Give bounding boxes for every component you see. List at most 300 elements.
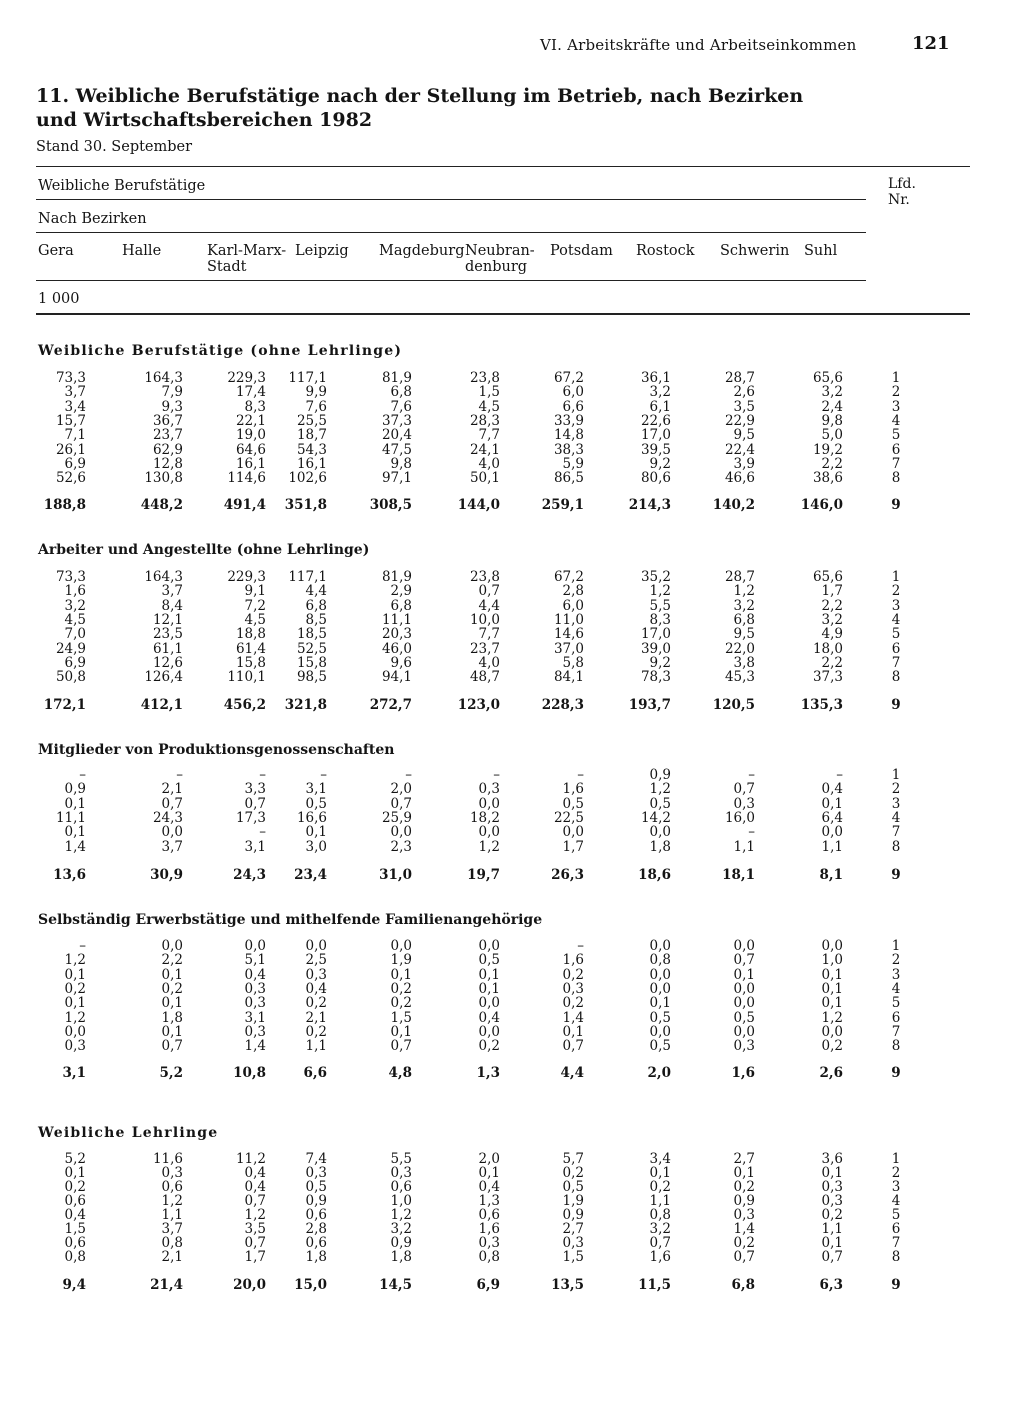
table-cell: 0,1 [733,1165,755,1181]
table-cell: 4,5 [64,612,86,628]
table-cell: 1,9 [562,1193,584,1209]
row-number: 8 [891,669,901,685]
table-row [0,1166,1024,1180]
row-number: 1 [891,1151,901,1167]
column-header-line-1: Schwerin [720,243,790,259]
table-cell: 7,2 [244,598,266,614]
table-cell: 308,5 [369,497,412,513]
row-number: 1 [891,938,901,954]
table-cell: 1,5 [390,1010,412,1026]
table-cell: 3,1 [305,781,327,797]
table-cell: 0,3 [64,1038,86,1054]
row-number: 9 [891,1277,901,1293]
table-row [0,1180,1024,1194]
table-cell: 0,7 [161,1038,183,1054]
table-cell: 0,1 [733,967,755,983]
section-title: Mitglieder von Produktionsgenossenschaften [38,742,395,758]
table-cell: 50,8 [55,669,86,685]
table-cell: 6,4 [821,810,843,826]
table-cell: 61,1 [152,641,183,657]
table-cell: 9,8 [390,456,412,472]
table-cell: 11,2 [235,1151,266,1167]
table-cell: 2,1 [161,781,183,797]
table-cell: 0,5 [305,1179,327,1195]
table-cell: 1,1 [649,1193,671,1209]
table-cell: 0,2 [64,981,86,997]
table-cell: 164,3 [144,370,183,386]
table-cell: 2,5 [305,952,327,968]
table-cell: 0,5 [305,796,327,812]
table-cell: 31,0 [379,867,412,883]
table-cell: 2,6 [733,384,755,400]
table-cell: 45,3 [724,669,755,685]
table-cell: 0,1 [64,1165,86,1181]
table-cell: 3,1 [62,1065,86,1081]
table-cell: 80,6 [640,470,671,486]
table-cell: 3,5 [244,1221,266,1237]
table-cell: 0,3 [390,1165,412,1181]
table-cell: 17,0 [640,427,671,443]
table-cell: 3,2 [649,1221,671,1237]
table-title-line-2: und Wirtschaftsbereichen 1982 [36,109,373,131]
column-header [804,243,837,259]
table-cell: 0,6 [64,1235,86,1251]
table-cell: 33,9 [553,413,584,429]
header-top-rule [36,166,970,167]
table-cell: 15,8 [296,655,327,671]
table-total-row [0,1066,1024,1080]
table-cell: 1,7 [821,583,843,599]
table-cell: 0,2 [390,981,412,997]
table-cell: 146,0 [800,497,843,513]
table-cell: 0,0 [649,824,671,840]
table-cell: 10,0 [469,612,500,628]
table-cell: 6,9 [64,456,86,472]
table-cell: 23,7 [469,641,500,657]
table-cell: 0,7 [649,1235,671,1251]
table-cell: 22,5 [553,810,584,826]
table-cell: 0,7 [821,1249,843,1265]
header-lfd-line-2: Nr. [888,192,910,208]
table-cell: 1,4 [244,1038,266,1054]
table-cell: 0,0 [390,824,412,840]
table-cell: 0,1 [649,1165,671,1181]
table-cell: 4,8 [388,1065,412,1081]
table-cell: 0,1 [821,995,843,1011]
table-cell: 0,2 [562,967,584,983]
table-cell: 20,3 [381,626,412,642]
table-cell: 5,5 [649,598,671,614]
table-cell: 1,6 [478,1221,500,1237]
header-subgroup-rule [36,232,866,233]
table-cell: 11,0 [553,612,584,628]
table-cell: 6,1 [649,399,671,415]
table-cell: 0,5 [649,796,671,812]
table-cell: 0,0 [821,1024,843,1040]
table-cell: 0,0 [649,938,671,954]
table-cell: 3,6 [821,1151,843,1167]
column-header [295,243,349,259]
table-cell: 2,4 [821,399,843,415]
table-cell: 7,9 [161,384,183,400]
table-cell: 0,4 [821,781,843,797]
table-cell: 23,4 [294,867,327,883]
table-cell: 0,1 [821,1235,843,1251]
table-cell: 0,4 [478,1179,500,1195]
table-cell: 9,9 [305,384,327,400]
table-cell: 9,8 [821,413,843,429]
table-cell: 18,6 [638,867,671,883]
table-cell: 0,7 [244,1235,266,1251]
table-cell: 0,9 [562,1207,584,1223]
table-cell: – [176,767,183,783]
table-cell: 0,8 [64,1249,86,1265]
table-cell: 28,3 [469,413,500,429]
table-cell: 1,1 [821,839,843,855]
table-cell: – [259,824,266,840]
table-cell: 48,7 [469,669,500,685]
table-cell: 0,4 [64,1207,86,1223]
table-cell: 13,5 [551,1277,584,1293]
table-cell: 0,0 [161,938,183,954]
table-cell: 1,2 [733,583,755,599]
column-header [207,243,286,275]
table-cell: 123,0 [457,697,500,713]
table-row [0,1011,1024,1025]
table-cell: 9,2 [649,655,671,671]
table-cell: 39,0 [640,641,671,657]
table-cell: 6,3 [819,1277,843,1293]
table-cell: 1,2 [64,1010,86,1026]
row-number: 4 [891,1193,901,1209]
table-cell: 50,1 [469,470,500,486]
table-cell: 4,4 [560,1065,584,1081]
table-cell: 2,2 [821,655,843,671]
table-row [0,1236,1024,1250]
table-cell: 1,1 [821,1221,843,1237]
table-cell: 24,3 [152,810,183,826]
table-row [0,584,1024,598]
table-total-row [0,498,1024,512]
row-number: 5 [891,995,901,1011]
table-cell: 12,6 [152,655,183,671]
row-number: 8 [891,1038,901,1054]
table-row [0,768,1024,782]
table-cell: 20,0 [233,1277,266,1293]
table-cell: 15,7 [55,413,86,429]
table-cell: 2,3 [390,839,412,855]
table-cell: 0,1 [821,981,843,997]
table-cell: 16,0 [724,810,755,826]
table-cell: 1,1 [733,839,755,855]
table-cell: – [259,767,266,783]
table-cell: 3,4 [649,1151,671,1167]
table-cell: 0,1 [478,981,500,997]
table-cell: 110,1 [227,669,266,685]
table-cell: 1,1 [305,1038,327,1054]
table-cell: 0,2 [305,1024,327,1040]
column-header-line-1: Karl-Marx- [207,243,287,259]
header-lfd-nr [888,176,916,208]
table-cell: 259,1 [541,497,584,513]
table-cell: 1,2 [649,781,671,797]
table-cell: 1,6 [562,952,584,968]
table-cell: 272,7 [369,697,412,713]
table-cell: 0,2 [305,995,327,1011]
table-cell: 4,5 [244,612,266,628]
table-cell: 46,0 [381,641,412,657]
table-cell: 1,8 [390,1249,412,1265]
table-cell: 0,6 [305,1207,327,1223]
table-cell: 0,4 [478,1010,500,1026]
table-cell: 229,3 [227,569,266,585]
table-cell: 491,4 [223,497,266,513]
row-number: 7 [891,1024,901,1040]
table-cell: 3,3 [244,781,266,797]
table-row [0,656,1024,670]
table-cell: 0,7 [733,952,755,968]
column-header-line-1: Rostock [636,243,695,259]
table-cell: 3,1 [244,1010,266,1026]
table-cell: 1,2 [244,1207,266,1223]
table-cell: 9,6 [390,655,412,671]
header-group-rule [36,199,866,200]
table-cell: 52,5 [296,641,327,657]
table-cell: 3,2 [821,384,843,400]
table-cell: 351,8 [284,497,327,513]
header-bottom-rule [36,313,970,315]
table-row [0,968,1024,982]
table-cell: 0,8 [161,1235,183,1251]
table-cell: 6,9 [476,1277,500,1293]
table-cell: 120,5 [712,697,755,713]
table-cell: 0,6 [161,1179,183,1195]
table-cell: 4,4 [305,583,327,599]
row-number: 2 [891,583,901,599]
table-cell: 9,5 [733,626,755,642]
table-cell: 25,9 [381,810,412,826]
table-cell: – [320,767,327,783]
table-cell: 0,0 [562,824,584,840]
table-cell: 6,8 [390,598,412,614]
table-cell: – [836,767,843,783]
table-cell: 52,6 [55,470,86,486]
table-cell: 7,1 [64,427,86,443]
table-cell: 86,5 [553,470,584,486]
table-cell: – [79,767,86,783]
table-cell: 0,2 [649,1179,671,1195]
table-cell: 28,7 [724,569,755,585]
table-cell: 0,0 [305,938,327,954]
table-cell: 7,7 [478,626,500,642]
header-group-label: Weibliche Berufstätige [38,178,206,194]
table-cell: 35,2 [640,569,671,585]
table-row [0,939,1024,953]
table-cell: 5,8 [562,655,584,671]
table-cell: 0,2 [562,995,584,1011]
row-number: 7 [891,655,901,671]
table-row [0,996,1024,1010]
table-cell: 8,3 [244,399,266,415]
table-cell: 0,3 [733,1038,755,1054]
table-row [0,982,1024,996]
table-cell: 94,1 [381,669,412,685]
row-number: 4 [891,810,901,826]
table-cell: 2,7 [562,1221,584,1237]
column-header [38,243,74,259]
table-cell: 6,8 [390,384,412,400]
column-header [465,243,535,275]
table-cell: 0,2 [64,1179,86,1195]
table-cell: 0,5 [649,1010,671,1026]
table-cell: 0,2 [733,1235,755,1251]
table-cell: 7,4 [305,1151,327,1167]
table-cell: 6,8 [733,612,755,628]
table-cell: 14,5 [379,1277,412,1293]
table-cell: 1,0 [390,1193,412,1209]
table-row [0,457,1024,471]
table-cell: 15,8 [235,655,266,671]
table-cell: 18,5 [296,626,327,642]
table-cell: 3,0 [305,839,327,855]
table-cell: 98,5 [296,669,327,685]
table-cell: – [493,767,500,783]
table-row [0,428,1024,442]
table-cell: 0,7 [161,796,183,812]
section-title: Selbständig Erwerbstätige und mithelfende Familienangehörige [38,912,543,928]
table-cell: 0,0 [390,938,412,954]
table-cell: 6,6 [303,1065,327,1081]
table-cell: 1,2 [478,839,500,855]
table-row [0,642,1024,656]
row-number: 1 [891,767,901,783]
table-cell: 1,6 [731,1065,755,1081]
table-cell: 37,0 [553,641,584,657]
table-cell: 19,0 [235,427,266,443]
table-cell: 26,1 [55,442,86,458]
row-number: 5 [891,427,901,443]
table-cell: 24,9 [55,641,86,657]
table-cell: 0,3 [244,995,266,1011]
table-cell: 0,1 [64,967,86,983]
table-cell: 0,3 [733,796,755,812]
table-cell: 0,3 [733,1207,755,1223]
table-cell: 0,0 [649,967,671,983]
table-cell: – [577,767,584,783]
table-cell: 117,1 [288,569,327,585]
table-cell: 2,1 [305,1010,327,1026]
table-cell: 3,2 [733,598,755,614]
table-cell: 61,4 [235,641,266,657]
table-cell: 4,9 [821,626,843,642]
table-cell: 2,0 [478,1151,500,1167]
table-cell: 0,6 [305,1235,327,1251]
table-cell: 0,1 [562,1024,584,1040]
table-cell: 6,0 [562,384,584,400]
table-cell: 24,3 [233,867,266,883]
table-cell: 18,0 [812,641,843,657]
table-row [0,1222,1024,1236]
table-cell: 17,0 [640,626,671,642]
table-cell: 4,4 [478,598,500,614]
table-cell: 1,4 [64,839,86,855]
table-row [0,627,1024,641]
table-row [0,443,1024,457]
table-cell: 448,2 [140,497,183,513]
table-cell: 0,8 [478,1249,500,1265]
table-cell: 6,6 [562,399,584,415]
table-cell: 0,1 [390,967,412,983]
table-cell: 36,7 [152,413,183,429]
table-row [0,1152,1024,1166]
table-row [0,670,1024,684]
table-cell: 37,3 [812,669,843,685]
table-cell: 1,6 [64,583,86,599]
table-cell: 19,2 [812,442,843,458]
table-cell: 5,0 [821,427,843,443]
table-cell: 5,1 [244,952,266,968]
table-cell: 0,3 [305,1165,327,1181]
section-title: Weibliche Lehrlinge [38,1125,219,1141]
table-cell: 67,2 [553,569,584,585]
table-cell: 2,8 [305,1221,327,1237]
table-cell: 0,8 [649,1207,671,1223]
table-cell: 3,2 [390,1221,412,1237]
table-cell: 0,3 [244,1024,266,1040]
table-cell: 4,0 [478,456,500,472]
table-row [0,599,1024,613]
table-cell: 2,8 [562,583,584,599]
table-cell: 0,0 [733,995,755,1011]
table-cell: 0,7 [390,1038,412,1054]
row-number: 9 [891,697,901,713]
table-cell: – [405,767,412,783]
row-number: 3 [891,967,901,983]
column-header [379,243,464,259]
table-cell: 0,5 [562,796,584,812]
table-cell: 164,3 [144,569,183,585]
table-cell: 65,6 [812,569,843,585]
table-cell: 5,9 [562,456,584,472]
table-cell: 20,4 [381,427,412,443]
table-cell: 188,8 [43,497,86,513]
table-cell: 30,9 [150,867,183,883]
table-cell: 0,3 [821,1179,843,1195]
table-cell: 140,2 [712,497,755,513]
table-cell: 11,1 [381,612,412,628]
table-cell: 38,6 [812,470,843,486]
table-cell: 22,0 [724,641,755,657]
header-columns-rule [36,280,866,281]
table-cell: 0,6 [390,1179,412,1195]
table-cell: 10,8 [233,1065,266,1081]
table-cell: 0,3 [161,1165,183,1181]
table-cell: – [577,938,584,954]
table-cell: 0,2 [478,1038,500,1054]
table-row [0,782,1024,796]
table-row [0,613,1024,627]
table-cell: 0,3 [305,967,327,983]
table-cell: 0,0 [244,938,266,954]
table-cell: 67,2 [553,370,584,386]
table-cell: 18,2 [469,810,500,826]
table-cell: 0,0 [821,938,843,954]
table-cell: 17,3 [235,810,266,826]
table-cell: 28,7 [724,370,755,386]
table-cell: 81,9 [381,569,412,585]
table-cell: 0,2 [161,981,183,997]
table-cell: 321,8 [284,697,327,713]
